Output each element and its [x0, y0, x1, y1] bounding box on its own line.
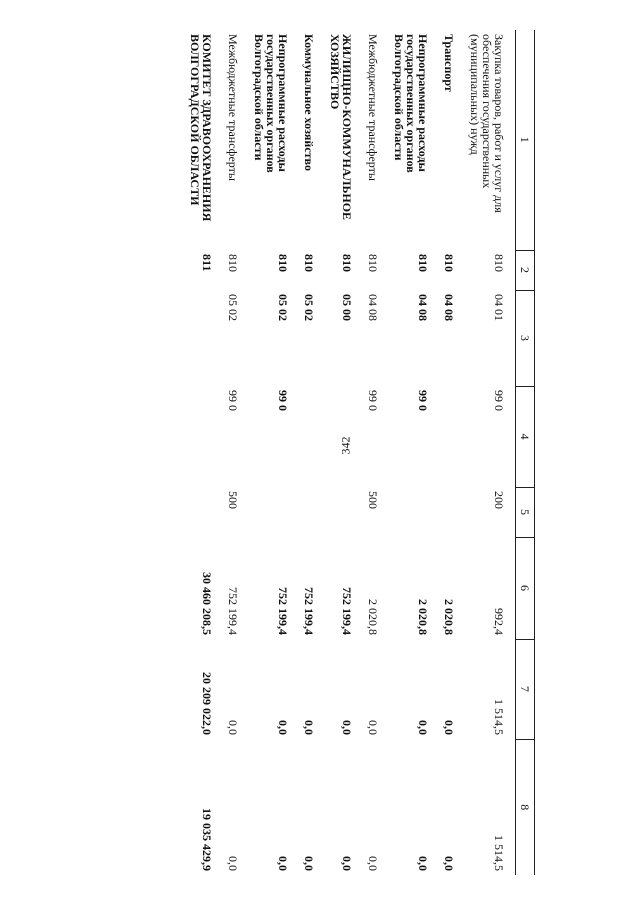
code-section: 04 08	[366, 294, 380, 321]
code-target: 99 0	[366, 390, 380, 411]
table-row	[465, 30, 516, 875]
table-header-row	[516, 30, 535, 875]
row-label: Межбюджетные трансферты	[366, 34, 380, 181]
budget-table	[185, 30, 535, 875]
value-col8: 0,0	[302, 856, 316, 871]
value-col6: 752 199,4	[340, 587, 354, 635]
column-header: 4	[516, 386, 535, 487]
code-section: 05 02	[276, 294, 290, 321]
table-row	[223, 30, 249, 875]
table-row	[185, 30, 223, 875]
value-col6: 2 020,8	[442, 599, 456, 635]
code-target	[185, 386, 223, 487]
column-header: 7	[516, 639, 535, 739]
value-col8: 0,0	[226, 856, 240, 871]
code-target	[299, 386, 325, 487]
code-target: 99 0	[492, 390, 506, 411]
row-label: Транспорт	[442, 34, 456, 92]
value-col7: 0,0	[416, 720, 430, 735]
code-expense	[249, 487, 299, 537]
value-col8: 0,0	[442, 856, 456, 871]
row-label: КОМИТЕТ ЗДРАВООХРАНЕНИЯ ВОЛГОГРАДСКОЙ ОБЛАСТИ	[188, 34, 214, 222]
code-expense	[439, 487, 465, 537]
page-number: 342	[338, 436, 353, 455]
value-col7: 0,0	[276, 720, 290, 735]
row-label: Непрограммные расходы государственных органов Волгоградской области	[392, 34, 430, 173]
code-ministry: 811	[200, 254, 214, 272]
code-ministry: 810	[366, 254, 380, 272]
value-col6: 992,4	[492, 608, 506, 635]
code-ministry: 810	[442, 254, 456, 272]
value-col6: 752 199,4	[302, 587, 316, 635]
table-row	[299, 30, 325, 875]
row-label: ЖИЛИЩНО-КОММУНАЛЬНОЕ ХОЗЯЙСТВО	[328, 34, 354, 221]
value-col8: 1 514,5	[492, 835, 506, 871]
value-col8: 0,0	[340, 856, 354, 871]
value-col8: 19 035 429,9	[200, 808, 214, 871]
value-col6: 30 460 208,5	[200, 572, 214, 635]
table-row	[439, 30, 465, 875]
value-col7: 0,0	[366, 720, 380, 735]
code-section: 04 01	[492, 294, 506, 321]
code-ministry: 810	[226, 254, 240, 272]
value-col8: 0,0	[276, 856, 290, 871]
column-header: 1	[516, 30, 535, 250]
code-target	[325, 386, 363, 487]
code-ministry: 810	[416, 254, 430, 272]
code-section: 05 02	[302, 294, 316, 321]
code-target: 99 0	[276, 390, 290, 411]
value-col6: 2 020,8	[416, 599, 430, 635]
value-col6: 752 199,4	[226, 587, 240, 635]
code-ministry: 810	[340, 254, 354, 272]
value-col6: 2 020,8	[366, 599, 380, 635]
column-header: 6	[516, 537, 535, 639]
code-expense: 500	[226, 491, 240, 509]
column-header: 2	[516, 250, 535, 290]
code-expense	[185, 487, 223, 537]
code-ministry: 810	[492, 254, 506, 272]
value-col8: 0,0	[366, 856, 380, 871]
code-target: 99 0	[226, 390, 240, 411]
code-target: 99 0	[416, 390, 430, 411]
code-section: 04 08	[416, 294, 430, 321]
code-expense	[325, 487, 363, 537]
value-col7: 0,0	[340, 720, 354, 735]
code-expense	[299, 487, 325, 537]
table-row	[325, 30, 363, 875]
code-target	[439, 386, 465, 487]
budget-table-container	[75, 30, 535, 875]
row-label: Коммунальное хозяйство	[302, 34, 316, 171]
row-label: Межбюджетные трансферты	[226, 34, 240, 181]
column-header: 5	[516, 487, 535, 537]
column-header: 8	[516, 739, 535, 875]
code-section	[185, 290, 223, 386]
row-label: Закупка товаров, работ и услуг для обеспечения государственных (муниципальных) нужд	[468, 34, 506, 213]
code-section: 04 08	[442, 294, 456, 321]
value-col7: 20 209 022,0	[200, 672, 214, 735]
code-section: 05 00	[340, 294, 354, 321]
value-col7: 0,0	[226, 720, 240, 735]
value-col7: 0,0	[442, 720, 456, 735]
value-col7: 0,0	[302, 720, 316, 735]
table-row	[249, 30, 299, 875]
code-expense: 500	[366, 491, 380, 509]
value-col8: 0,0	[416, 856, 430, 871]
value-col7: 1 514,5	[492, 699, 506, 735]
table-body	[185, 30, 516, 875]
code-section: 05 02	[226, 294, 240, 321]
code-ministry: 810	[302, 254, 316, 272]
code-expense: 200	[492, 491, 506, 509]
column-header: 3	[516, 290, 535, 386]
table-row	[363, 30, 389, 875]
code-expense	[389, 487, 439, 537]
table-row	[389, 30, 439, 875]
value-col6: 752 199,4	[276, 587, 290, 635]
row-label: Непрограммные расходы государственных органов Волгоградской области	[252, 34, 290, 173]
code-ministry: 810	[276, 254, 290, 272]
